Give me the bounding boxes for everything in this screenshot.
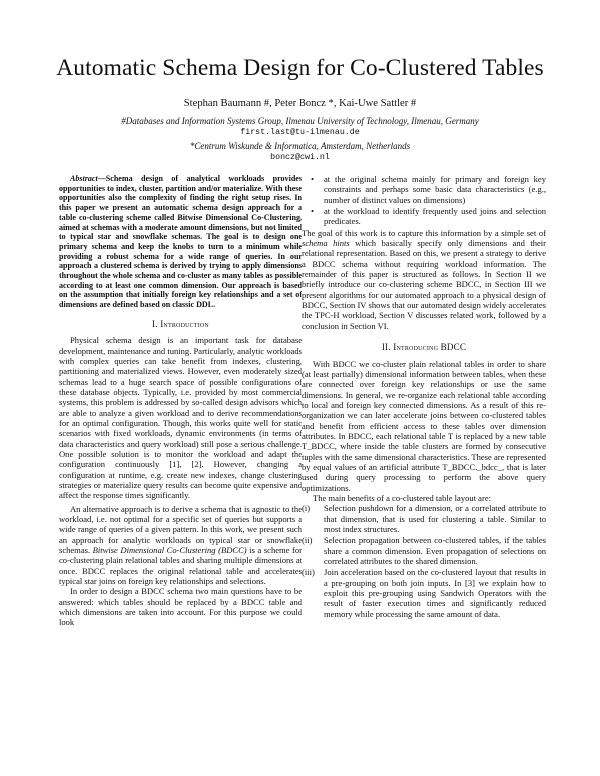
- paper-title: Automatic Schema Design for Co-Clustered Tables: [56, 55, 544, 81]
- affiliation-2: *Centrum Wiskunde & Informatica, Amsterdam, Netherlands: [189, 141, 411, 151]
- bullet-text: at the original schema mainly for primary and foreign key constraints and perhaps some basic data characteristics (e.g., number of distinct values on dimensions): [324, 174, 546, 205]
- intro-paragraph-2: [59, 504, 302, 587]
- bullet-text: at the workload to identify frequently used joins and selection predicates.: [324, 206, 546, 227]
- bdcc-paragraph-1: With BDCC we co-cluster plain relational tables in order to share (at least partially) dimensional information between tables, when these are connected over foreign key relationships or use the same dimensions. In general, we re-organize each relational table according to local and foreign key connected dimensions. As a result of this re-organization we can later accelerate joins between co-clustered tables and benefit from efficient access to these tables over dimension attributes. In BDCC, each relational table T is replaced by a new table T_BDCC, where inside the table clusters are formed by consecutive tuples with the same dimensional characteristics. These are represented by equal values of an artificial attribute T_BDCC._bdcc_, that is later used during query processing to perform the above query optimizations.: [302, 358, 546, 493]
- list-item: [302, 567, 546, 619]
- item-text: Join acceleration based on the co-clustered layout that results in a pre-grouping on both join inputs. In [3] we explain how to exploit this pre-grouping using Sandwich Operators with the result of faster execution times and significantly reduced memory while processing the same amount of data.: [324, 567, 546, 619]
- author-list: Stephan Baumann #, Peter Boncz *, Kai-Uwe Sattler #: [183, 98, 417, 109]
- intro-paragraph-1: Physical schema design is an important task for database development, maintenance and tuning. Particularly, analytic workloads with complex queries can take benefit from indexes, clustering, partitioning and materialized views. However, even moderately sized schemas lead to a huge search space of possible configurations of these database objects. Typically, i.e. provided by most commercial systems, this problem is addressed by so-called design advisors which are able to analyze a given workload and to derive recommendations for an optimal configuration. Though, this works quite well for static scenarios with fixed workloads, dynamic environments (in terms of data characteristics and query workload) still pose a serious challenge. One possible solution is to monitor the workload and adapt the configuration continuously [1], [2]. However, changing a configuration at runtime, e.g. create new indexes, change clustering strategies or materialize query results can become quite expensive and affect the response times significantly.: [59, 335, 302, 501]
- intro-p2-term: Bitwise Dimensional Co-Clustering (BDCC): [92, 545, 247, 556]
- item-text: Selection pushdown for a dimension, or a correlated attribute to that dimension, that is used for clustering a table. Similar to most index structures.: [324, 503, 546, 534]
- list-item: [302, 535, 546, 566]
- item-number: (ii): [302, 535, 313, 546]
- intro-p4-end: which basically specify only dimensions and their relational representation. Based on this, we present a strategy to derive a BDCC schema without requiring workload information. The remainder of this paper is structured as follows. In Section II we briefly introduce our co-clustering scheme BDCC, in Section III we present algorithms for our automated approach to a physical design of BDCC, Section IV shows that our automated design widely accelerates the TPC-H workload, Section V discusses related work, followed by a conclusion in Section VI.: [302, 238, 546, 331]
- benefits-list: [302, 503, 546, 619]
- email-2: boncz@cwi.nl: [270, 153, 330, 162]
- intro-paragraph-4: [302, 228, 546, 331]
- left-column: [59, 174, 302, 628]
- intro-p2-end: is a scheme for co-clustering plain relational tables and sharing multiple dimensions at once. BDCC replaces the original relational table and accelerates typical star joins on foreign key relationships and selections.: [59, 545, 303, 587]
- abstract: [59, 174, 302, 310]
- intro-p4-term: schema hints: [302, 238, 350, 249]
- bullet-list: [302, 174, 546, 227]
- abstract-label: Abstract: [70, 174, 98, 183]
- list-item: [302, 206, 546, 227]
- item-number: (iii): [302, 567, 315, 578]
- item-text: Selection propagation between co-clustered tables, if the tables share a common dimension. Even propagation of selections on correlated attributes to the shared dimension.: [324, 535, 546, 567]
- bdcc-paragraph-2: The main benefits of a co-clustered table layout are:: [313, 492, 491, 503]
- list-item: [302, 174, 546, 205]
- list-item: [302, 503, 546, 534]
- section-1-heading: I. Introduction: [152, 318, 209, 329]
- intro-p2-start: An alternative approach is to derive a schema that is agnostic to the workload, i.e. not optimal for a specific set of queries but supports a wide range of queries of a given pattern. In this work, we present such an approach for analytic workloads on typical star or snowflake schemas.: [59, 503, 302, 556]
- right-column: [302, 174, 546, 620]
- section-2-heading: II. Introducing BDCC: [381, 342, 467, 353]
- intro-paragraph-3: In order to design a BDCC schema two main questions have to be answered: which tables should be replaced by a BDCC table and which dimensions are taken into account. For this purpose we could look: [59, 586, 302, 628]
- bullet-icon: •: [311, 206, 315, 217]
- affiliation-1: #Databases and Information Systems Group, Ilmenau University of Technology, Ilmenau, Germany: [121, 116, 479, 126]
- bullet-icon: •: [311, 174, 315, 184]
- intro-p4-start: The goal of this work is to capture this information by a simple set of: [302, 227, 546, 238]
- abstract-text: —Schema design of analytical workloads provides opportunities to index, cluster, partition and/or materialize. With these opportunities also the complexity of finding the right setup rises. In this paper we present an automatic schema design approach for a table co-clustering scheme called Bitwise Dimensional Co-Clustering, aimed at schemas with a moderate amount dimensions, but not limited to typical star and snowflake schemas. The goal is to design one primary schema and keep the knobs to turn to a minimum while providing a robust schema for a wide range of queries. In our approach a clustered schema is derived by trying to apply dimensions throughout the whole schema and co-cluster as many tables as possible according to at least one common dimension. Our approach is based on the assumption that initially foreign key relationships and a set of dimensions are defined based on classic DDL.: [59, 174, 302, 310]
- item-number: (i): [302, 503, 311, 514]
- email-1: first.last@tu-ilmenau.de: [240, 128, 360, 137]
